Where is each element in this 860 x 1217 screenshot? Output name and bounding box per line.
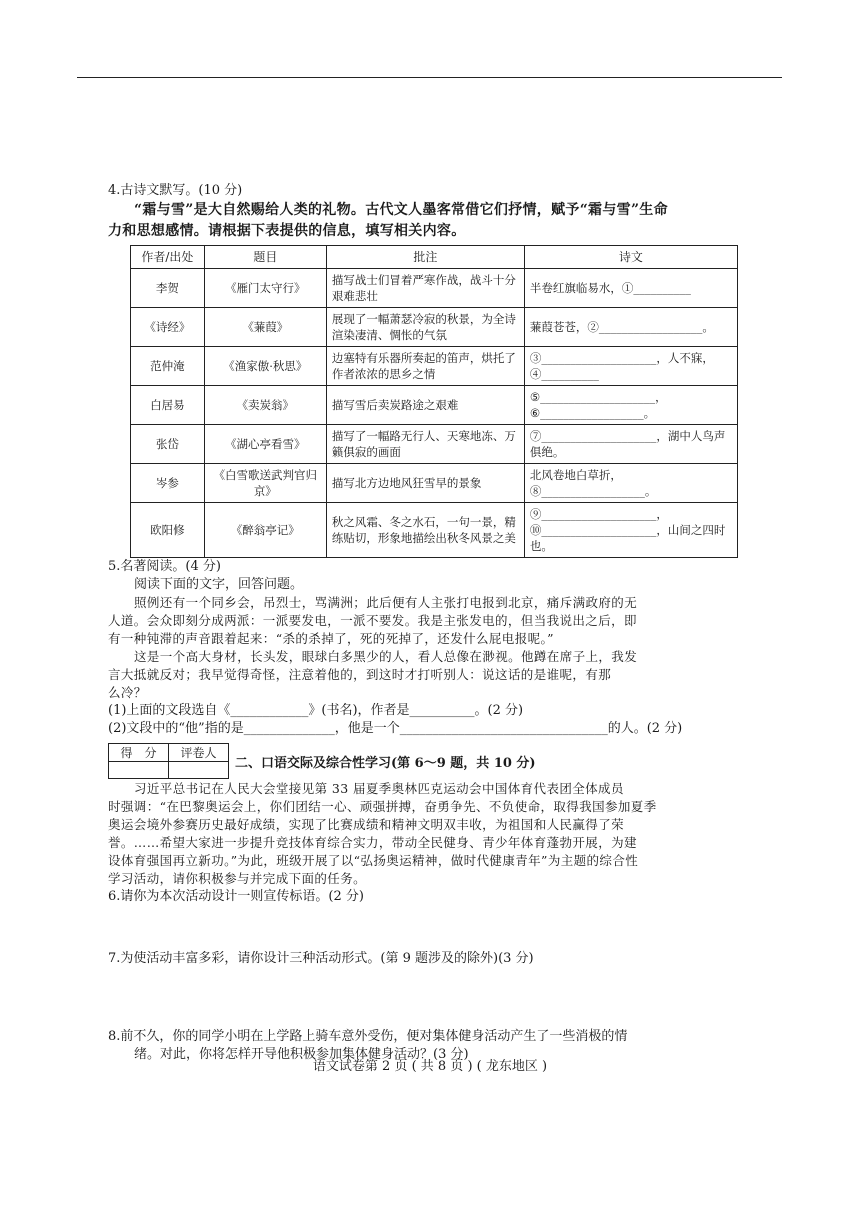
q8-question-line-2: 绪。对此，你将怎样开导他积极参加集体健身活动？(3 分) <box>134 1047 469 1062</box>
table-row <box>131 347 738 386</box>
q6-answer-space[interactable] <box>108 906 772 950</box>
header-note: 批注 <box>326 246 524 269</box>
table-row <box>131 308 738 347</box>
q5-passage-line: 言大抵就反对；我早觉得奇怪，注意着他的，到这时才打听别人：说这话的是谁呢，有那 <box>108 667 612 682</box>
row-note: 展现了一幅萧瑟冷寂的秋景，为全诗渲染凄清、惆怅的气氛 <box>326 308 524 347</box>
q4-intro-line-2: 力和思想感情。请根据下表提供的信息，填写相关内容。 <box>108 223 466 239</box>
section2-passage-line: 设体育强国再立新功。”为此，班级开展了以“弘扬奥运精神，做时代健康青年”为主题的综合性 <box>108 853 639 868</box>
section-title: 二、口语交际及综合性学习(第 6～9 题，共 10 分) <box>235 755 536 771</box>
section2-passage-line: 学习活动，请你积极参与并完成下面的任务。 <box>108 871 367 886</box>
poem-table <box>130 245 738 558</box>
score-label: 得 分 <box>109 744 169 762</box>
row-poem-blank[interactable]: ⑤____________________，⑥__________________。 <box>524 386 737 425</box>
row-poem-blank[interactable]: ⑦____________________，湖中人鸟声俱绝。 <box>524 425 737 464</box>
score-box <box>108 743 229 779</box>
row-note: 秋之风霜、冬之水石，一句一景，精练贴切，形象地描绘出秋冬风景之美 <box>326 503 524 558</box>
row-author: 欧阳修 <box>131 503 205 558</box>
row-author: 范仲淹 <box>131 347 205 386</box>
row-note: 描写战士们冒着严寒作战，战斗十分艰难悲壮 <box>326 269 524 308</box>
grader-label: 评卷人 <box>169 744 229 762</box>
q5-passage-line: 照例还有一个同乡会，吊烈士，骂满洲；此后便有人主张打电报到北京，痛斥满政府的无 <box>134 595 638 610</box>
row-poem-blank[interactable]: ⑨____________________，⑩____________________，山间之四时也。 <box>524 503 737 558</box>
row-author: 白居易 <box>131 386 205 425</box>
header-author: 作者/出处 <box>131 246 205 269</box>
row-poem-blank[interactable]: 半卷红旗临易水，①__________ <box>524 269 737 308</box>
table-row <box>131 386 738 425</box>
table-row <box>131 464 738 503</box>
q5-passage-line: 有一种钝滞的声音跟着起来：“杀的杀掉了，死的死掉了，还发什么屁电报呢。” <box>108 631 554 646</box>
row-author: 《诗经》 <box>131 308 205 347</box>
q4-intro-line-1: “霜与雪”是大自然赐给人类的礼物。古代文人墨客常借它们抒情，赋予“霜与雪”生命 <box>134 202 668 218</box>
q5-subquestion-2[interactable]: (2)文段中的“他”指的是______________，他是一个________________________________的人。(2 分) <box>108 721 683 736</box>
section2-passage-line: 习近平总书记在人民大会堂接见第 33 届夏季奥林匹克运动会中国体育代表团全体成员 <box>134 781 624 796</box>
q5-passage-line: 人道。会众即刻分成两派：一派要发电，一派不要发。我是主张发电的，但当我说出之后，即 <box>108 613 637 628</box>
row-title: 《白雪歌送武判官归京》 <box>204 464 326 503</box>
row-title: 《渔家傲·秋思》 <box>204 347 326 386</box>
grader-cell[interactable] <box>169 762 229 779</box>
row-poem-blank[interactable]: 北风卷地白草折，⑧__________________。 <box>524 464 737 503</box>
page-footer: 语文试卷第 2 页 ( 共 8 页 ) ( 龙东地区 ) <box>312 1059 548 1074</box>
q5-subquestion-1[interactable]: (1)上面的文段选自《____________》(书名)，作者是__________。(2 分) <box>108 703 524 718</box>
score-cell[interactable] <box>109 762 169 779</box>
q5-passage-line: 么冷？ <box>108 685 147 700</box>
row-title: 《湖心亭看雪》 <box>204 425 326 464</box>
header-rule <box>77 77 782 78</box>
row-author: 李贺 <box>131 269 205 308</box>
row-title: 《醉翁亭记》 <box>204 503 326 558</box>
row-note: 描写北方边地风狂雪早的景象 <box>326 464 524 503</box>
row-note: 描写雪后卖炭路途之艰难 <box>326 386 524 425</box>
q4-title: 4.古诗文默写。(10 分) <box>108 183 243 198</box>
row-poem-blank[interactable]: 蒹葭苍苍，②__________________。 <box>524 308 737 347</box>
section2-passage-line: 誉。……希望大家进一步提升竞技体育综合实力，带动全民健身、青少年体育蓬勃开展，为建 <box>108 835 637 850</box>
q6-question: 6.请你为本次活动设计一则宣传标语。(2 分) <box>108 889 364 904</box>
section2-passage-line: 奥运会境外参赛历史最好成绩，实现了比赛成绩和精神文明双丰收，为祖国和人民赢得了荣 <box>108 817 625 832</box>
q7-question: 7.为使活动丰富多彩，请你设计三种活动形式。(第 9 题涉及的除外)(3 分) <box>108 951 534 966</box>
row-title: 《卖炭翁》 <box>204 386 326 425</box>
row-author: 岑参 <box>131 464 205 503</box>
table-row <box>131 425 738 464</box>
poem-table-header <box>131 246 738 269</box>
table-row <box>131 269 738 308</box>
q7-answer-space[interactable] <box>108 968 772 1028</box>
exam-page-content <box>108 182 772 1064</box>
q8-question-line-1: 8.前不久，你的同学小明在上学路上骑车意外受伤，便对集体健身活动产生了一些消极的情 <box>108 1029 628 1044</box>
row-note: 边塞特有乐器所奏起的笛声，烘托了作者浓浓的思乡之情 <box>326 347 524 386</box>
section2-passage-line: 时强调：“在巴黎奥运会上，你们团结一心、顽强拼搏，奋勇争先、不负使命，取得我国参加夏季 <box>108 799 657 814</box>
header-title: 题目 <box>204 246 326 269</box>
row-title: 《雁门太守行》 <box>204 269 326 308</box>
row-title: 《蒹葭》 <box>204 308 326 347</box>
q5-title: 5.名著阅读。(4 分) <box>108 559 221 574</box>
section-header <box>108 742 772 780</box>
table-row <box>131 503 738 558</box>
q5-passage-line: 这是一个高大身材，长头发，眼球白多黑少的人，看人总像在渺视。他蹲在席子上，我发 <box>134 649 638 664</box>
row-note: 描写了一幅路无行人、天寒地冻、万籁俱寂的画面 <box>326 425 524 464</box>
q5-prompt: 阅读下面的文字，回答问题。 <box>134 577 304 592</box>
row-poem-blank[interactable]: ③____________________，人不寐，④__________ <box>524 347 737 386</box>
header-poem: 诗文 <box>524 246 737 269</box>
row-author: 张岱 <box>131 425 205 464</box>
